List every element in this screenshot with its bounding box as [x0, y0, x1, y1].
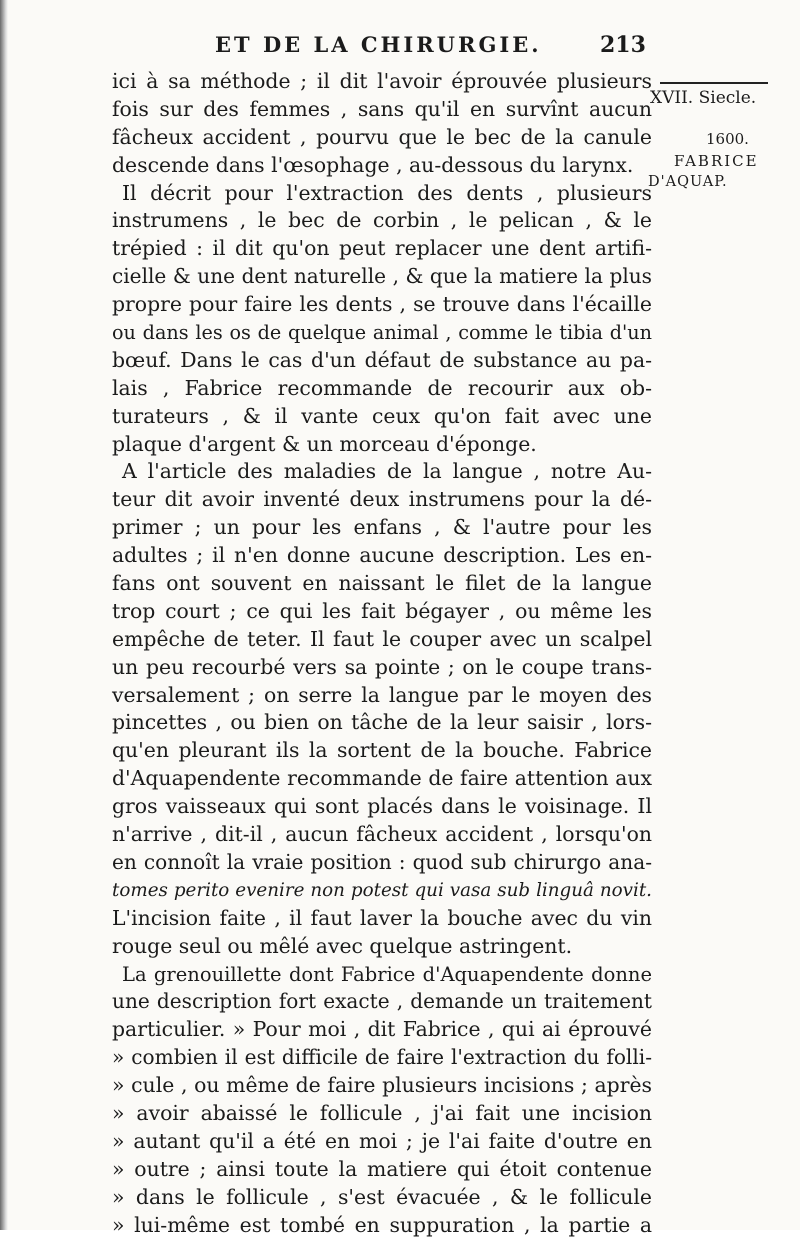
running-head: ET DE LA CHIRURGIE. [215, 32, 542, 57]
text-line: une description fort exacte , demande un traitement [112, 989, 652, 1014]
text-line: propre pour faire les dents , se trouve dans l'écaille [112, 292, 652, 317]
text-line: turateurs , & il vante ceux qu'on fait avec une [112, 403, 652, 428]
text-line: n'arrive , dit-il , aucun fâcheux accident , lorsqu'on [112, 822, 652, 847]
text-line: trépied : il dit qu'on peut replacer une dent artifi- [112, 236, 652, 261]
text-line: un peu recourbé vers sa pointe ; on le coupe trans- [112, 654, 652, 679]
text-line: descende dans l'œsophage , au-dessous du larynx. [112, 152, 634, 177]
margin-note-year: 1600. [706, 130, 749, 148]
text-line: fâcheux accident , pourvu que le bec de la canule [112, 124, 652, 149]
text-line: versalement ; on serre la langue par le moyen des [112, 682, 652, 707]
text-line: d'Aquapendente recommande de faire attention aux [112, 766, 652, 791]
text-line: qu'en pleurant ils la sortent de la bouche. Fabrice [112, 738, 652, 763]
margin-note-author: FABRICE [674, 152, 759, 170]
text-line: L'incision faite , il faut laver la bouche avec du vin [112, 905, 652, 930]
text-line: teur dit avoir inventé deux instrumens pour la dé- [112, 487, 652, 512]
text-line: trop court ; ce qui les fait bégayer , ou même les [112, 598, 652, 623]
text-line: ou dans les os de quelque animal , comme le tibia d'un [112, 321, 652, 345]
text-line: » avoir abaissé le follicule , j'ai fait une incision [112, 1100, 652, 1125]
text-line: » outre ; ainsi toute la matiere qui étoit contenue [112, 1156, 652, 1181]
text-line: » dans le follicule , s'est évacuée , & le follicule [112, 1184, 652, 1209]
margin-note-author-place: D'AQUAP. [648, 174, 728, 190]
text-line: ici à sa méthode ; il dit l'avoir éprouvée plusieurs [112, 69, 652, 93]
text-line: particulier. » Pour moi , dit Fabrice , qui ai éprouvé [112, 1017, 652, 1042]
text-line: Il décrit pour l'extraction des dents , plusieurs [122, 180, 652, 205]
text-line: en connoît la vraie position : quod sub chirurgo ana- [112, 849, 652, 874]
text-line: lais , Fabrice recommande de recourir aux ob- [112, 375, 652, 400]
text-line: » cule , ou même de faire plusieurs incisions ; après [112, 1073, 652, 1098]
text-line: » autant qu'il a été en moi ; je l'ai faite d'outre en [112, 1128, 652, 1153]
text-line: » lui-même est tombé en suppuration , la partie a [112, 1212, 652, 1237]
page-number: 213 [600, 32, 646, 58]
text-line: gros vaisseaux qui sont placés dans le voisinage. Il [112, 794, 652, 819]
page-spine-shadow [0, 0, 8, 1230]
body-text [112, 68, 652, 1239]
text-line: fans ont souvent en naissant le filet de la langue [112, 571, 652, 596]
margin-note-century: XVII. Siecle. [650, 88, 757, 108]
text-line: A l'article des maladies de la langue , notre Au- [122, 459, 652, 484]
text-line: rouge seul ou mêlé avec quelque astringent. [112, 933, 573, 958]
text-line: pincettes , ou bien on tâche de la leur saisir , lors- [112, 710, 652, 735]
text-line: adultes ; il n'en donne aucune description. Les en- [112, 543, 652, 568]
text-line: plaque d'argent & un morceau d'éponge. [112, 431, 537, 456]
text-line: bœuf. Dans le cas d'un défaut de substance au pa- [112, 347, 652, 372]
text-line: » combien il est difficile de faire l'extraction du folli- [112, 1045, 652, 1070]
text-line: instrumens , le bec de corbin , le pelican , & le [112, 208, 652, 233]
text-line: La grenouillette dont Fabrice d'Aquapendente donne [122, 962, 652, 986]
text-line: primer ; un pour les enfans , & l'autre pour les [112, 515, 652, 540]
text-line: cielle & une dent naturelle , & que la matiere la plus [112, 264, 652, 289]
text-line-latin-quote: tomes perito evenire non potest qui vasa sub linguâ novit. [112, 879, 652, 901]
text-line: empêche de teter. Il faut le couper avec un scalpel [112, 626, 652, 651]
text-line: fois sur des femmes , sans qu'il en survînt aucun [112, 96, 652, 121]
margin-rule [660, 82, 768, 84]
